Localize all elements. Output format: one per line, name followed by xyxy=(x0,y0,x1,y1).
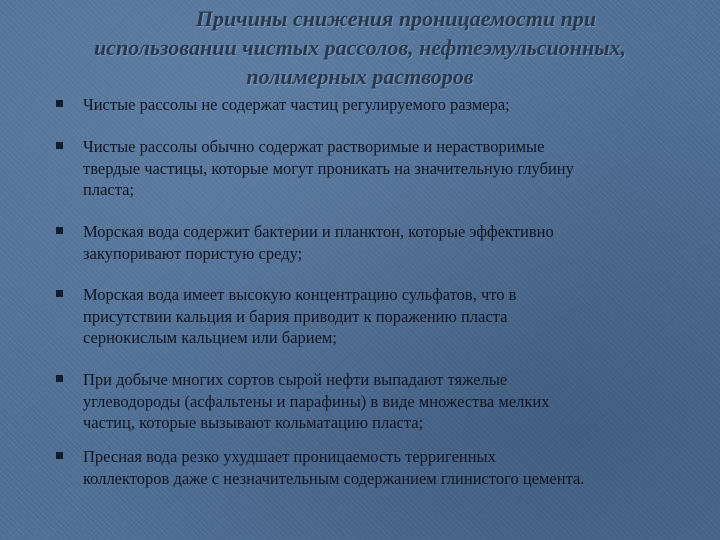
bullet-line: сернокислым кальцием или барием; xyxy=(83,328,337,347)
bullet-line: Чистые рассолы не содержат частиц регулируемого размера; xyxy=(83,95,510,114)
bullet-line: Пресная вода резко ухудшает проницаемость терригенных xyxy=(83,447,496,466)
square-bullet-icon xyxy=(56,290,63,297)
bullet-text xyxy=(83,284,708,349)
bullet-text xyxy=(83,446,708,489)
bullet-line: углеводороды (асфальтены и парафины) в виде множества мелких xyxy=(83,391,550,411)
square-bullet-icon xyxy=(56,100,63,107)
bullet-line: твердые частицы, которые могут проникать на значительную глубину xyxy=(83,158,574,178)
bullet-line: закупоривают пористую среду; xyxy=(83,243,303,263)
bullet-line: частиц, которые вызывают кольматацию пласта; xyxy=(83,413,424,432)
bullet-line: Морская вода имеет высокую концентрацию сульфатов, что в xyxy=(83,285,517,304)
square-bullet-icon xyxy=(56,375,63,382)
bullet-text xyxy=(83,369,708,434)
bullet-line: присутствии кальция и бария приводит к поражению пласта xyxy=(83,306,508,326)
bullet-line: пласта; xyxy=(83,180,135,199)
bullet-text xyxy=(83,94,708,116)
bullet-text xyxy=(83,221,708,264)
square-bullet-icon xyxy=(56,142,63,149)
bullet-line: коллекторов даже с незначительным содержанием глинистого цемента. xyxy=(83,468,585,488)
bullet-line: Морская вода содержит бактерии и планктон, которые эффективно xyxy=(83,222,554,241)
slide-title-line: полимерных растворов xyxy=(246,64,474,89)
slide-title-line: использовании чистых рассолов, нефтеэмульсионных, xyxy=(93,35,626,60)
bullet-text xyxy=(83,136,708,201)
slide-title-line: Причины снижения проницаемости при xyxy=(195,6,597,31)
square-bullet-icon xyxy=(56,452,63,459)
bullet-line: Чистые рассолы обычно содержат растворимые и нерастворимые xyxy=(83,137,545,156)
square-bullet-icon xyxy=(56,227,63,234)
bullet-line: При добыче многих сортов сырой нефти выпадают тяжелые xyxy=(83,370,508,389)
